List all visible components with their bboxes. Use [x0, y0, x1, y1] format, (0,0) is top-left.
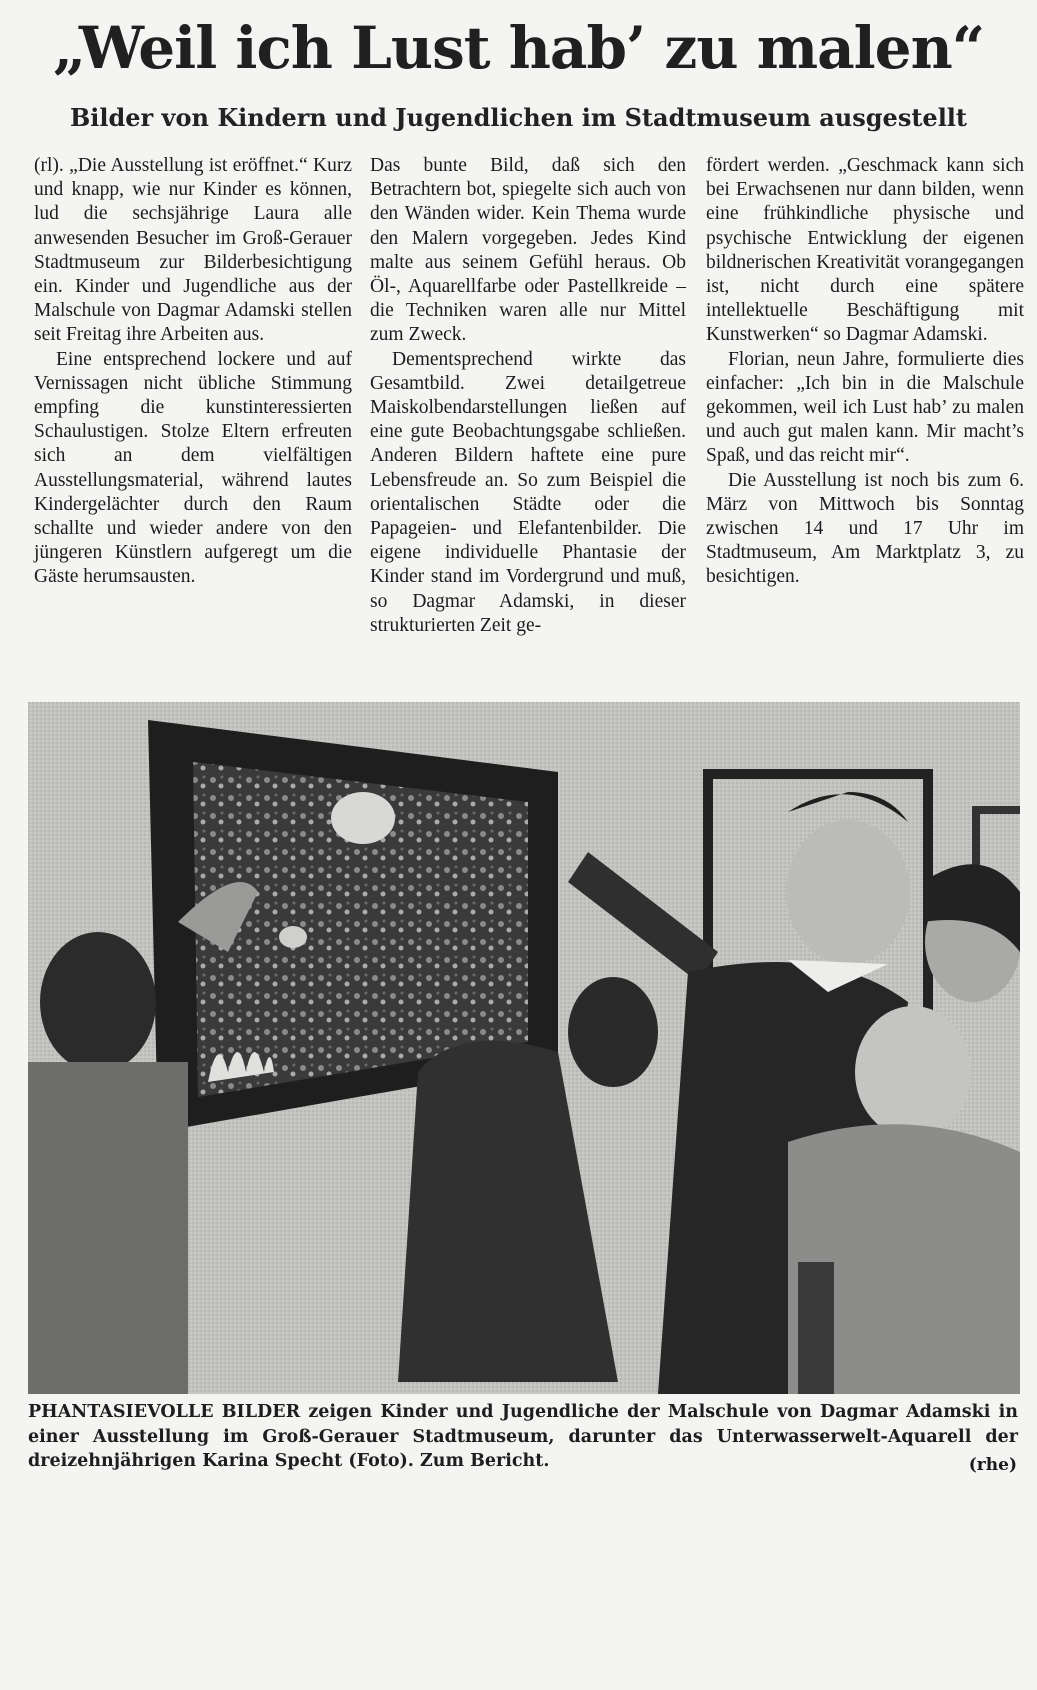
paragraph: Das bunte Bild, daß sich den Betrachtern bot, spiegelte sich auch von den Wänden wider. Kein Thema wurde den Malern vorgegeben. Jedes Kind malte aus seinem Gefühl heraus. Ob Öl-, Aquarellfarbe oder Pastellkreide – die Techniken waren alle nur Mittel zum Zweck. — [370, 155, 686, 346]
paragraph: Florian, neun Jahre, formulierte dies einfacher: „Ich bin in die Malschule gekommen, weil ich Lust hab’ zu malen und auch gut malen kann. Mir macht’s Spaß, und das reicht mir“. — [706, 348, 1024, 467]
photo-caption — [28, 1400, 1018, 1474]
caption-lead: PHANTASIEVOLLE BILDER — [28, 1402, 301, 1422]
paragraph: (rl). „Die Ausstellung ist eröffnet.“ Kurz und knapp, wie nur Kinder es können, lud die sechsjährige Laura alle anwesenden Besucher im Groß-Gerauer Stadtmuseum zur Bilderbesichtigung ein. Kinder und Jugendliche aus der Malschule von Dagmar Adamski stellen seit Freitag ihre Arbeiten aus. — [34, 155, 352, 346]
article-column-2 — [370, 154, 686, 694]
paragraph: fördert werden. „Geschmack kann sich bei Erwachsenen nur dann bilden, wenn eine frühkindliche physische und psychische Entwicklung der eigenen bildnerischen Kreativität vorangegangen ist, nicht durch eine spätere intellektuelle Beschäftigung mit Kunstwerken“ so Dagmar Adamski. — [706, 155, 1024, 346]
caption-text: zeigen Kinder und Jugendliche der Malschule von Dagmar Adamski in einer Ausstellung im Groß-Gerauer Stadtmuseum, darunter das Unterwasserwelt-Aquarell der dreizehnjährigen Karina Specht (Foto). Zum Bericht. — [28, 1402, 1018, 1471]
paragraph: Eine entsprechend lockere und auf Vernissagen nicht übliche Stimmung empfing die kunstinteressierten Schaulustigen. Stolze Eltern erfreuten sich an dem vielfältigen Ausstellungsmaterial, während lautes Kindergelächter durch den Raum schallte und wieder andere von den jüngeren Künstlern aufgeregt um die Gäste herumsausten. — [34, 348, 352, 588]
article-column-1 — [34, 154, 352, 694]
headline: „Weil ich Lust hab’ zu malen“ — [52, 14, 985, 82]
paragraph: Dementsprechend wirkte das Gesamtbild. Zwei detailgetreue Maiskolbendarstellungen ließen auf eine gute Beobachtungsgabe schließen. Anderen Bildern haftete eine pure Lebensfreude an. So zum Beispiel die orientalischen Städte oder die Papageien- und Elefantenbilder. Die eigene individuelle Phantasie der Kinder stand im Vordergrund und muß, so Dagmar Adamski, in dieser strukturierten Zeit ge- — [370, 348, 686, 636]
photo-illustration — [28, 702, 1020, 1394]
article-column-3 — [706, 154, 1024, 694]
subheadline: Bilder von Kindern und Jugendlichen im Stadtmuseum ausgestellt — [69, 103, 968, 132]
paragraph: Die Ausstellung ist noch bis zum 6. März von Mittwoch bis Sonntag zwischen 14 und 17 Uhr im Stadtmuseum, Am Marktplatz 3, zu besichtigen. — [706, 469, 1024, 588]
news-photo — [28, 702, 1020, 1690]
photo-credit: (rhe) — [968, 1455, 1017, 1475]
